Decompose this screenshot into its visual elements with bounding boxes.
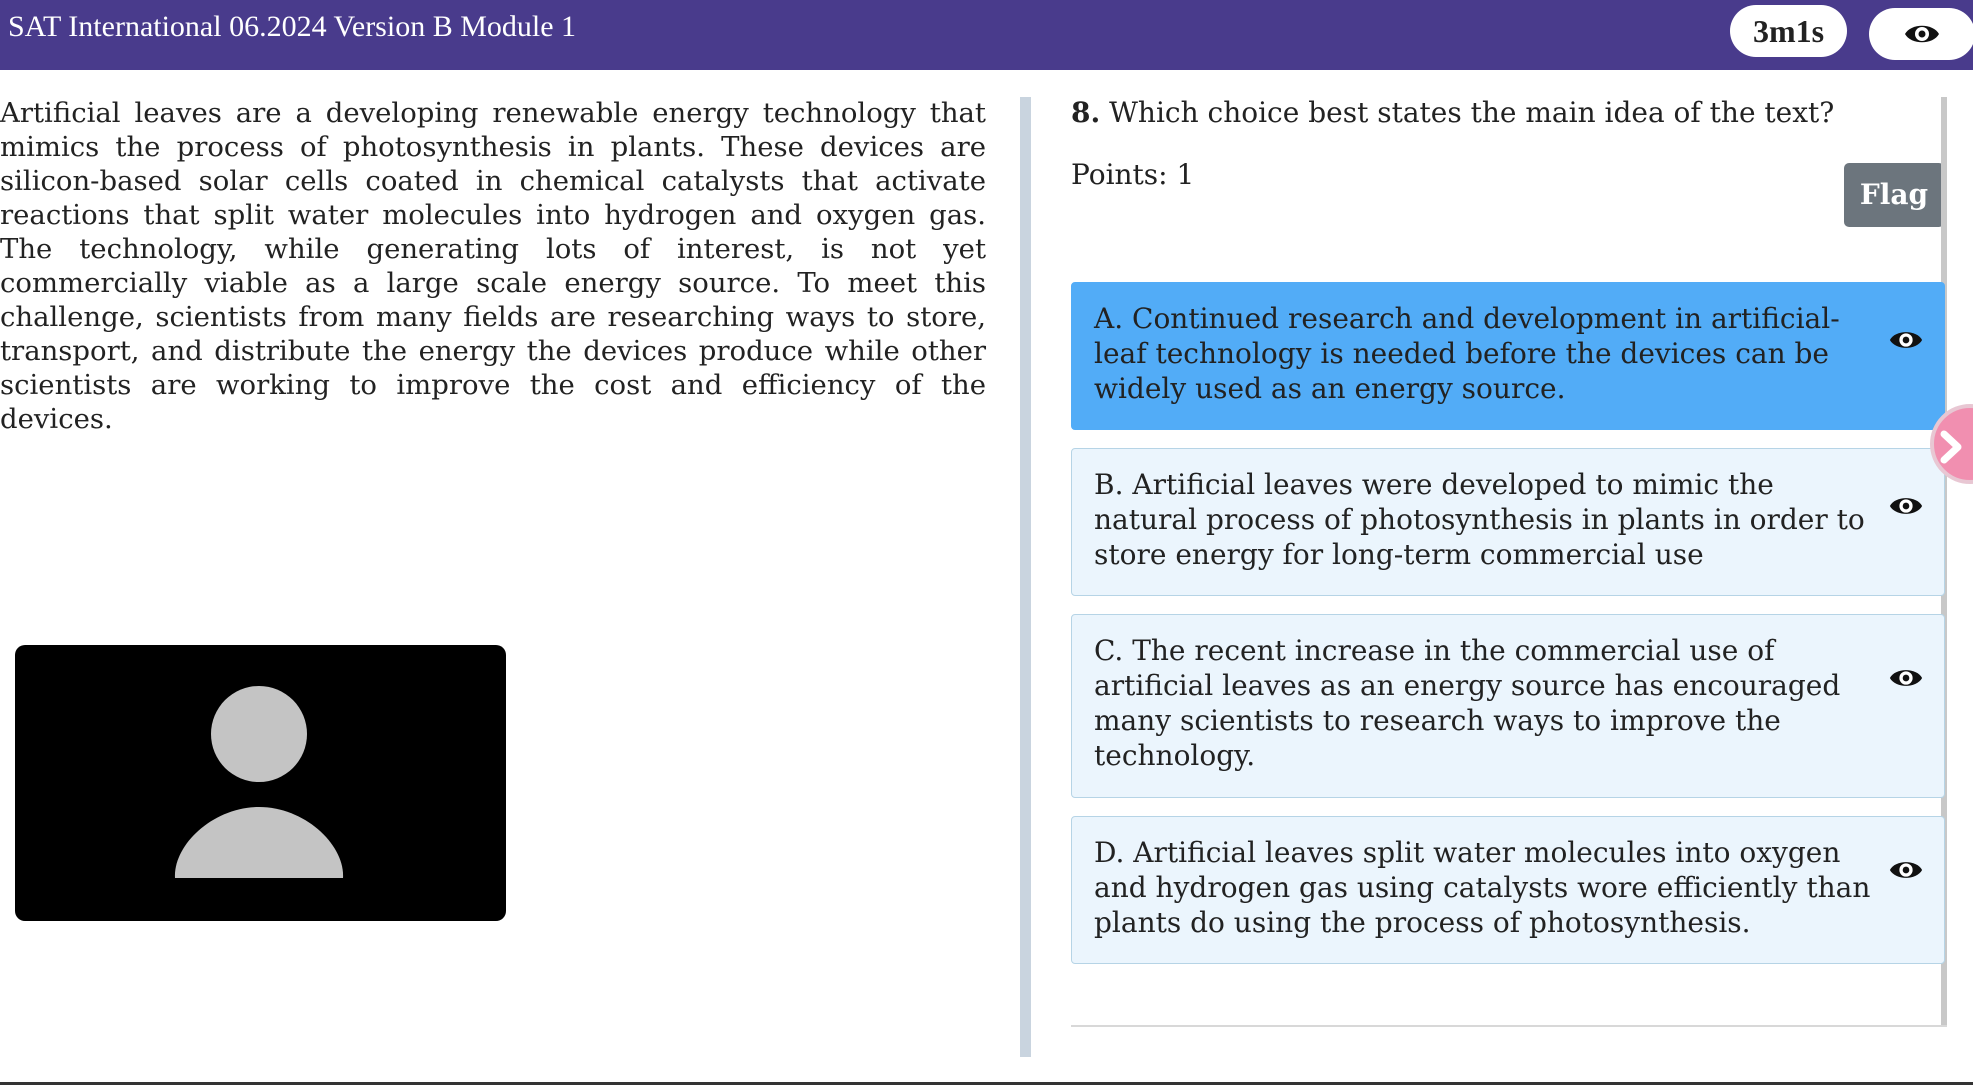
user-silhouette-icon xyxy=(15,645,506,921)
question-stem xyxy=(1071,96,1951,130)
option-label: C. The recent increase in the commercial use of artificial leaves as an energy source has encouraged many scientists to research ways to improve the technology. xyxy=(1094,634,1841,772)
flag-button[interactable]: Flag xyxy=(1844,163,1944,227)
answer-option-c[interactable] xyxy=(1071,614,1945,798)
eye-icon[interactable] xyxy=(1888,856,1924,884)
countdown-timer[interactable]: 3m1s xyxy=(1730,5,1847,57)
webcam-preview xyxy=(15,645,506,921)
divider-line xyxy=(1071,1025,1947,1027)
option-label: D. Artificial leaves split water molecules into oxygen and hydrogen gas using catalysts wore efficiently than plants do using the process of photosynthesis. xyxy=(1094,836,1871,939)
option-label: B. Artificial leaves were developed to mimic the natural process of photosynthesis in plants in order to store energy for long-term commercial use xyxy=(1094,468,1865,571)
question-text: Which choice best states the main idea of the text? xyxy=(1109,96,1835,129)
points-label: Points: 1 xyxy=(1071,158,1195,191)
option-label: A. Continued research and development in artificial-leaf technology is needed before the devices can be widely used as an energy source. xyxy=(1094,302,1840,405)
chevron-right-icon xyxy=(1940,430,1970,464)
eye-icon[interactable] xyxy=(1888,664,1924,692)
hide-timer-button[interactable] xyxy=(1869,8,1973,60)
pane-divider[interactable] xyxy=(1020,97,1031,1057)
eye-icon xyxy=(1903,20,1941,48)
answer-option-a[interactable] xyxy=(1071,282,1945,430)
question-number: 8. xyxy=(1071,96,1101,129)
answer-option-b[interactable] xyxy=(1071,448,1945,596)
answer-option-d[interactable] xyxy=(1071,816,1945,964)
reading-passage: Artificial leaves are a developing renewable energy technology that mimics the process of photosynthesis in plants. These devices are silicon-based solar cells coated in chemical catalysts that activate reactions that split water molecules into hydrogen and oxygen gas. The technology, while generating lots of interest, is not yet commercially viable as a large scale energy source. To meet this challenge, scientists from many fields are researching ways to store, transport, and distribute the energy the devices produce while other scientists are working to improve the cost and efficiency of the devices. xyxy=(0,97,986,435)
test-title: SAT International 06.2024 Version B Module 1 xyxy=(8,10,577,43)
top-bar xyxy=(0,0,1973,70)
eye-icon[interactable] xyxy=(1888,492,1924,520)
eye-icon[interactable] xyxy=(1888,326,1924,354)
